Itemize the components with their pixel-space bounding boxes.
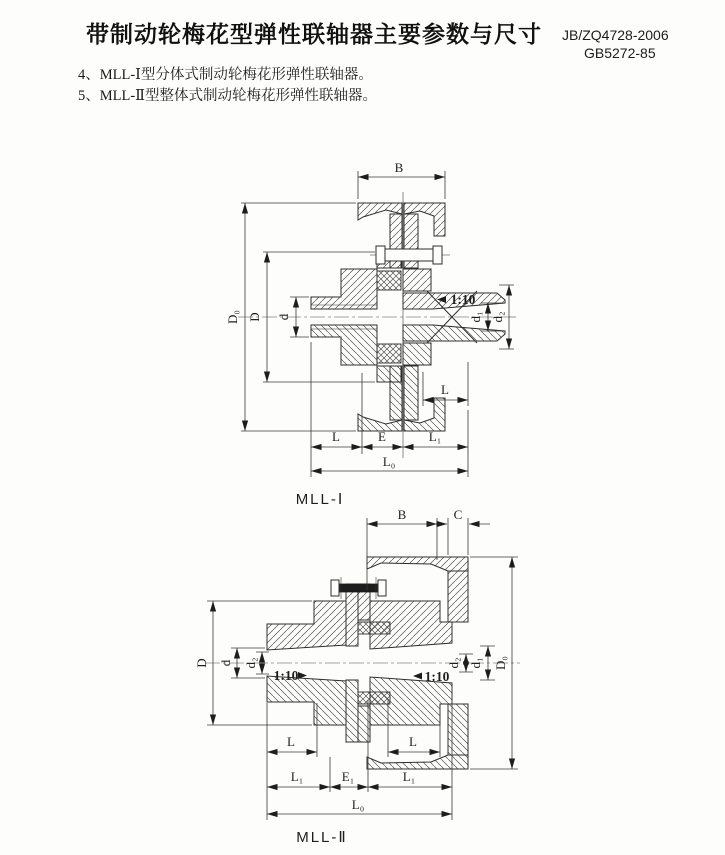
fig1-label-taper: 1:10 xyxy=(450,292,476,307)
fig2-label-E1: E₁ xyxy=(341,769,355,784)
fig2-dimensions xyxy=(194,507,518,820)
fig1-bolt xyxy=(370,246,450,264)
fig2-label-d2-left: d₂ xyxy=(243,657,258,669)
fig1-label-D0: D₀ xyxy=(225,310,240,324)
fig1-label-d: d xyxy=(276,313,291,321)
note-line-4: 4、MLL-Ⅰ型分体式制动轮梅花形弹性联轴器。 xyxy=(78,67,373,83)
fig1-label-d1: d₁ xyxy=(468,311,483,323)
fig2-label-d: d xyxy=(218,659,233,667)
standard-ref-jb: JB/ZQ4728-2006 xyxy=(562,27,669,43)
fig1-label-L0: L₀ xyxy=(382,454,396,469)
fig1-label-D: D xyxy=(247,312,262,322)
fig2-section-body xyxy=(267,557,468,650)
fig1-label-L-side: L xyxy=(441,382,449,397)
fig1-caption: MLL-Ⅰ xyxy=(295,491,345,508)
fig2-label-d2-right: d₂ xyxy=(446,657,461,669)
fig2-label-C: C xyxy=(453,507,463,522)
fig2-label-L-left: L xyxy=(287,734,295,749)
fig2-caption: MLL-Ⅱ xyxy=(296,829,348,846)
fig1-label-E: E xyxy=(378,429,386,444)
fig2-label-taper-right: 1:10 xyxy=(424,669,450,684)
fig2-label-L1-right: L₁ xyxy=(402,769,416,784)
fig2-label-L-right: L xyxy=(409,734,417,749)
fig1-label-L1: L₁ xyxy=(428,429,442,444)
figure-mll-1 xyxy=(225,160,516,508)
fig1-label-d2: d₂ xyxy=(490,311,505,323)
page-title: 带制动轮梅花型弹性联轴器主要参数与尺寸 xyxy=(86,21,542,47)
figure-mll-2 xyxy=(194,507,520,846)
fig2-label-D0: D₀ xyxy=(493,656,508,670)
standard-ref-gb: GB5272-85 xyxy=(584,45,656,61)
fig1-label-B: B xyxy=(394,160,404,175)
fig2-label-L0: L₀ xyxy=(351,797,365,812)
note-line-5: 5、MLL-Ⅱ型整体式制动轮梅花形弹性联轴器。 xyxy=(78,88,378,104)
fig1-label-L: L xyxy=(332,429,340,444)
fig2-label-d1: d₁ xyxy=(468,657,483,669)
fig2-label-B: B xyxy=(397,507,407,522)
fig2-label-taper-left: 1:10 xyxy=(273,668,299,683)
fig2-label-D: D xyxy=(194,658,209,668)
fig2-taper-right-arrow-icon xyxy=(413,673,422,680)
fig2-label-L1-left: L₁ xyxy=(290,769,304,784)
